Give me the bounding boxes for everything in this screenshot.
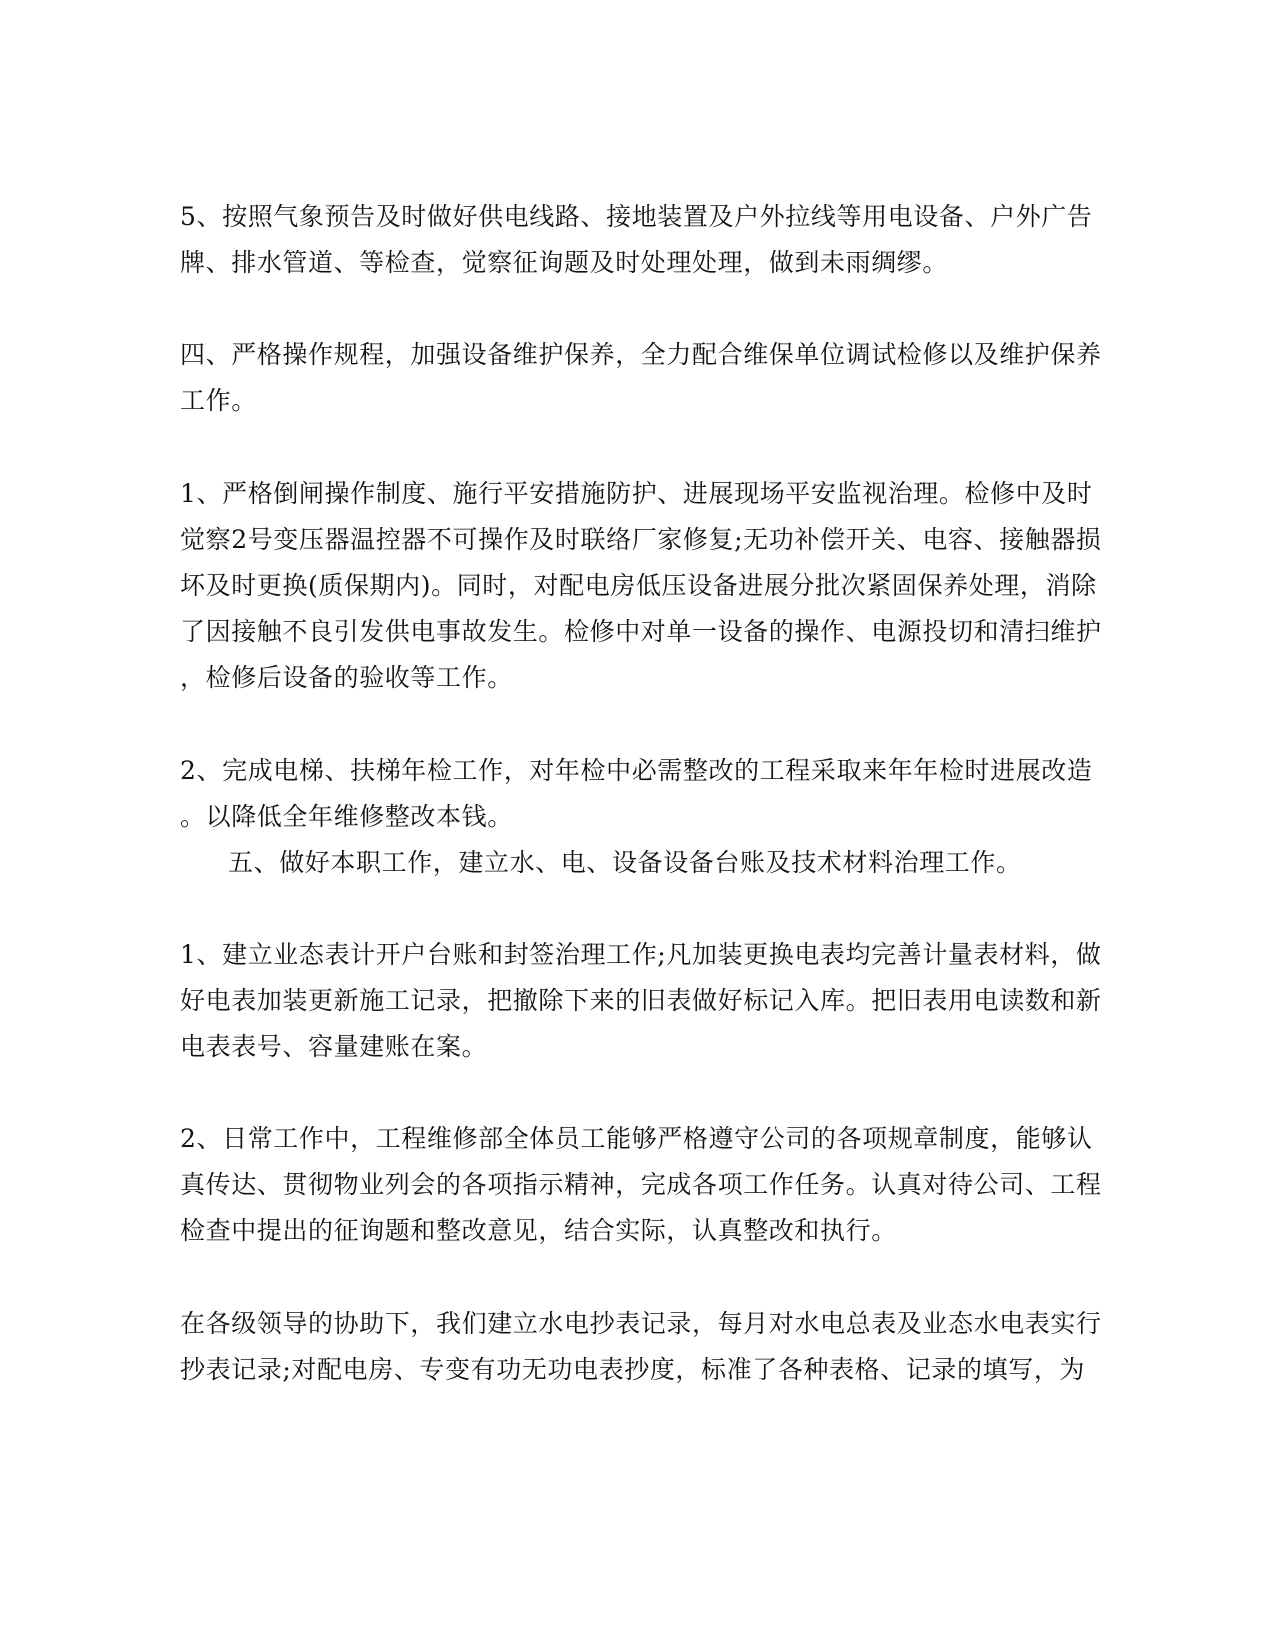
text-line: 在各级领导的协助下，我们建立水电抄表记录，每月对水电总表及业态水电表实行	[180, 1309, 1102, 1338]
text-line: 2、日常工作中，工程维修部全体员工能够严格遵守公司的各项规章制度，能够认	[180, 1124, 1093, 1153]
text-line: 电表表号、容量建账在案。	[180, 1032, 488, 1061]
text-line: 了因接触不良引发供电事故发生。检修中对单一设备的操作、电源投切和清扫维护	[180, 617, 1102, 646]
text-line: ，检修后设备的验收等工作。	[180, 663, 513, 692]
text-line: 坏及时更换(质保期内)。同时，对配电房低压设备进展分批次紧固保养处理，消除	[180, 571, 1097, 600]
text-line: 2、完成电梯、扶梯年检工作，对年检中必需整改的工程采取来年年检时进展改造	[180, 756, 1093, 785]
text-line: 1、严格倒闸操作制度、施行平安措施防护、进展现场平安监视治理。检修中及时	[180, 479, 1093, 508]
text-line: 抄表记录;对配电房、专变有功无功电表抄度，标准了各种表格、记录的填写，为	[180, 1355, 1086, 1384]
text-line: 觉察2号变压器温控器不可操作及时联络厂家修复;无功补偿开关、电容、接触器损	[180, 525, 1102, 554]
text-line: 四、严格操作规程，加强设备维护保养，全力配合维保单位调试检修以及维护保养	[180, 340, 1102, 369]
section-heading-5: 五、做好本职工作，建立水、电、设备设备台账及技术材料治理工作。	[228, 848, 1022, 877]
text-line: 检查中提出的征询题和整改意见，结合实际，认真整改和执行。	[180, 1216, 897, 1245]
text-line: 1、建立业态表计开户台账和封签治理工作;凡加装更换电表均完善计量表材料，做	[180, 940, 1102, 969]
text-line: 牌、排水管道、等检查，觉察征询题及时处理处理，做到未雨绸缪。	[180, 248, 949, 277]
text-line: 好电表加装更新施工记录，把撤除下来的旧表做好标记入库。把旧表用电读数和新	[180, 986, 1102, 1015]
text-line: 。以降低全年维修整改本钱。	[180, 802, 513, 831]
text-line: 5、按照气象预告及时做好供电线路、接地装置及户外拉线等用电设备、户外广告	[180, 202, 1093, 231]
text-line: 真传达、贯彻物业列会的各项指示精神，完成各项工作任务。认真对待公司、工程	[180, 1170, 1102, 1199]
text-line: 工作。	[180, 386, 257, 415]
